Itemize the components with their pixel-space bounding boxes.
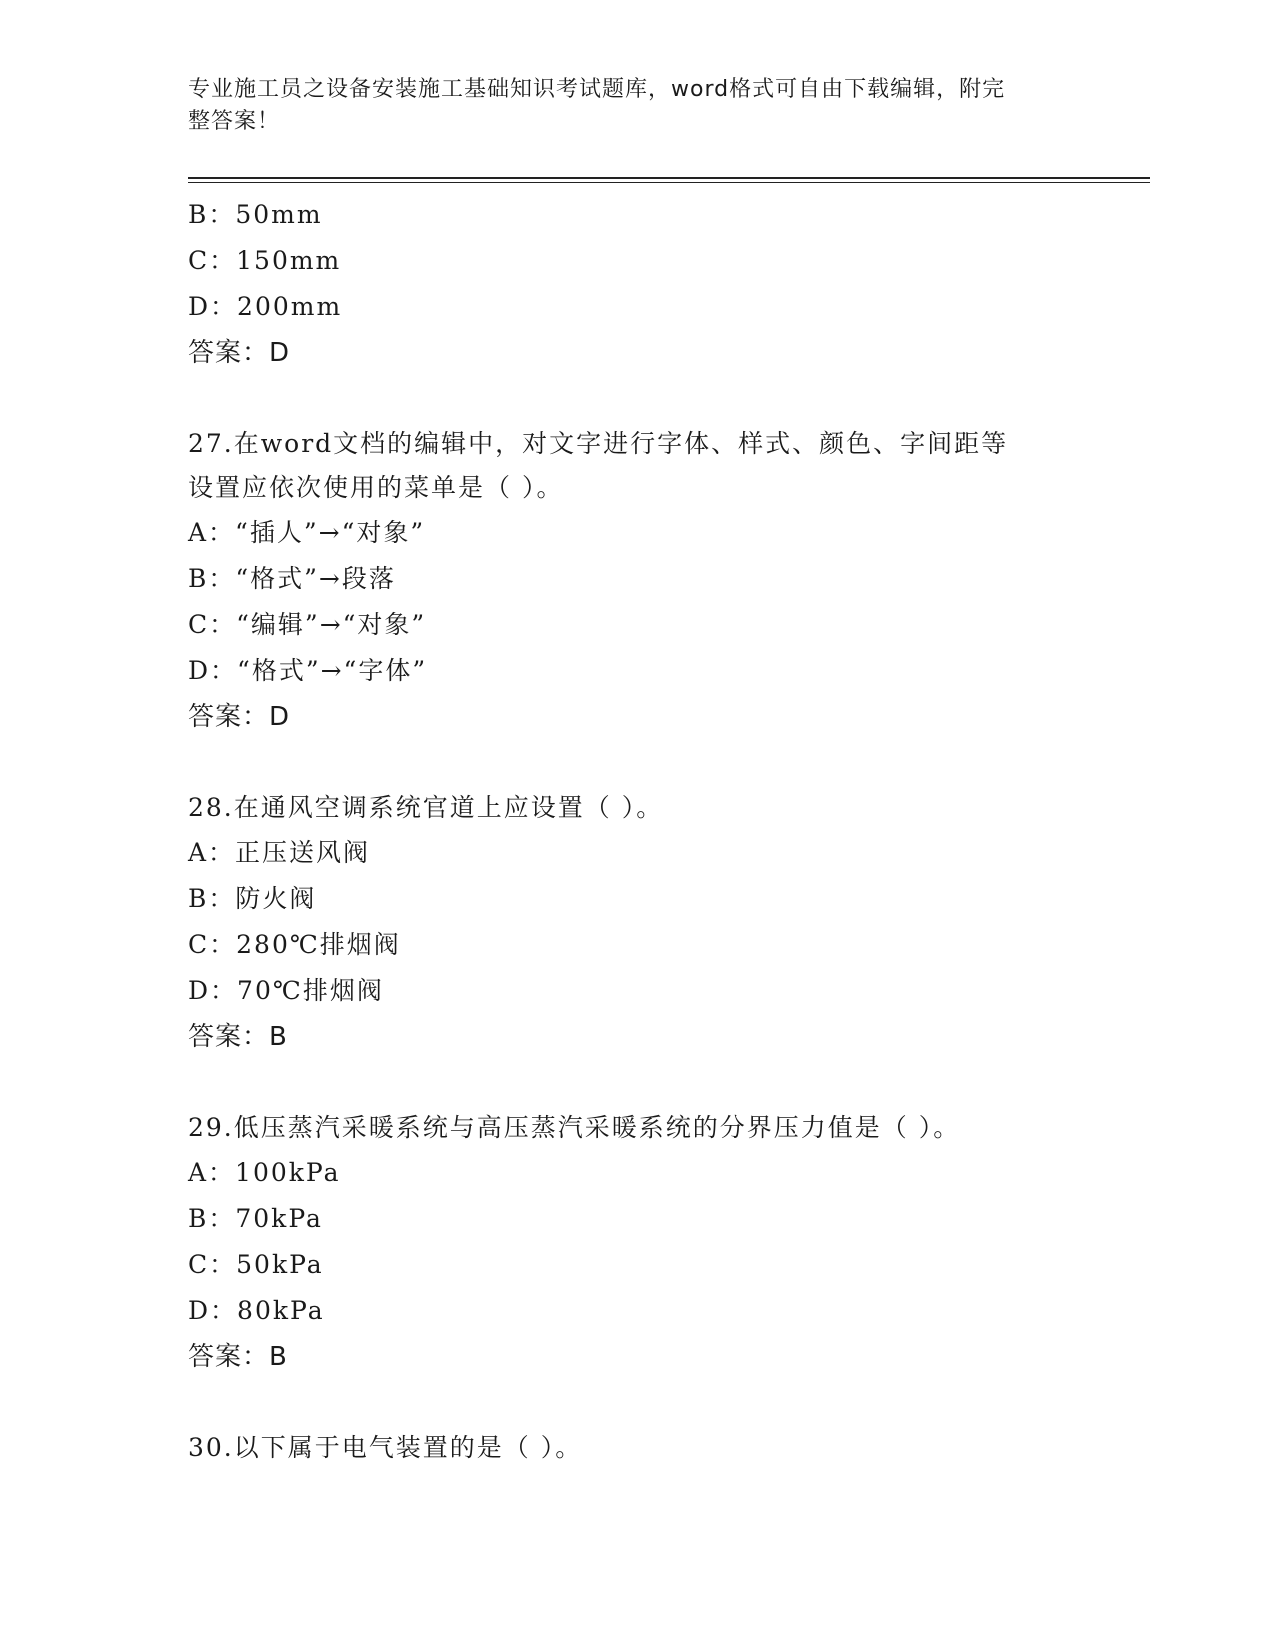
- question-text-line-1: 29.低压蒸汽采暖系统与高压蒸汽采暖系统的分界压力值是（ ）。: [188, 1113, 961, 1142]
- option-c: C：150mm: [188, 246, 342, 275]
- option-b: B：50mm: [188, 200, 323, 229]
- answer-line: 答案：B: [188, 1022, 288, 1052]
- option-d: D：“格式”→“字体”: [188, 656, 428, 685]
- question-content: [188, 192, 1088, 1470]
- option-d: D：200mm: [188, 292, 343, 321]
- question-text-line-2: 设置应依次使用的菜单是（ ）。: [188, 473, 564, 502]
- question-text-line-1: 27.在word文档的编辑中，对文字进行字体、样式、颜色、字间距等: [188, 429, 1009, 458]
- question-block-previous: [188, 192, 1088, 376]
- option-a: A：100kPa: [188, 1158, 341, 1187]
- option-d: D：80kPa: [188, 1296, 325, 1325]
- option-c: C：280℃排烟阀: [188, 930, 401, 959]
- question-30: [188, 1426, 1088, 1470]
- header-line-1: 专业施工员之设备安装施工基础知识考试题库，word格式可自由下载编辑，附完: [188, 77, 1006, 102]
- question-text-line-1: 28.在通风空调系统官道上应设置（ ）。: [188, 793, 664, 822]
- answer-line: 答案：B: [188, 1342, 288, 1372]
- option-b: B：70kPa: [188, 1204, 323, 1233]
- header-rule-thick: [188, 177, 1150, 179]
- header-line-2: 整答案！: [188, 109, 281, 134]
- question-27: [188, 422, 1088, 740]
- option-a: A：正压送风阀: [188, 838, 371, 867]
- option-a: A：“插人”→“对象”: [188, 518, 426, 547]
- question-29: [188, 1106, 1088, 1380]
- question-28: [188, 786, 1088, 1060]
- header-rule-thin: [188, 182, 1150, 183]
- question-text-line-1: 30.以下属于电气装置的是（ ）。: [188, 1433, 583, 1462]
- option-d: D：70℃排烟阀: [188, 976, 384, 1005]
- answer-line: 答案：D: [188, 338, 291, 368]
- option-c: C：“编辑”→“对象”: [188, 610, 427, 639]
- option-c: C：50kPa: [188, 1250, 324, 1279]
- answer-line: 答案：D: [188, 702, 291, 732]
- option-b: B：防火阀: [188, 884, 317, 913]
- document-header: [188, 74, 1088, 138]
- option-b: B：“格式”→段落: [188, 564, 396, 593]
